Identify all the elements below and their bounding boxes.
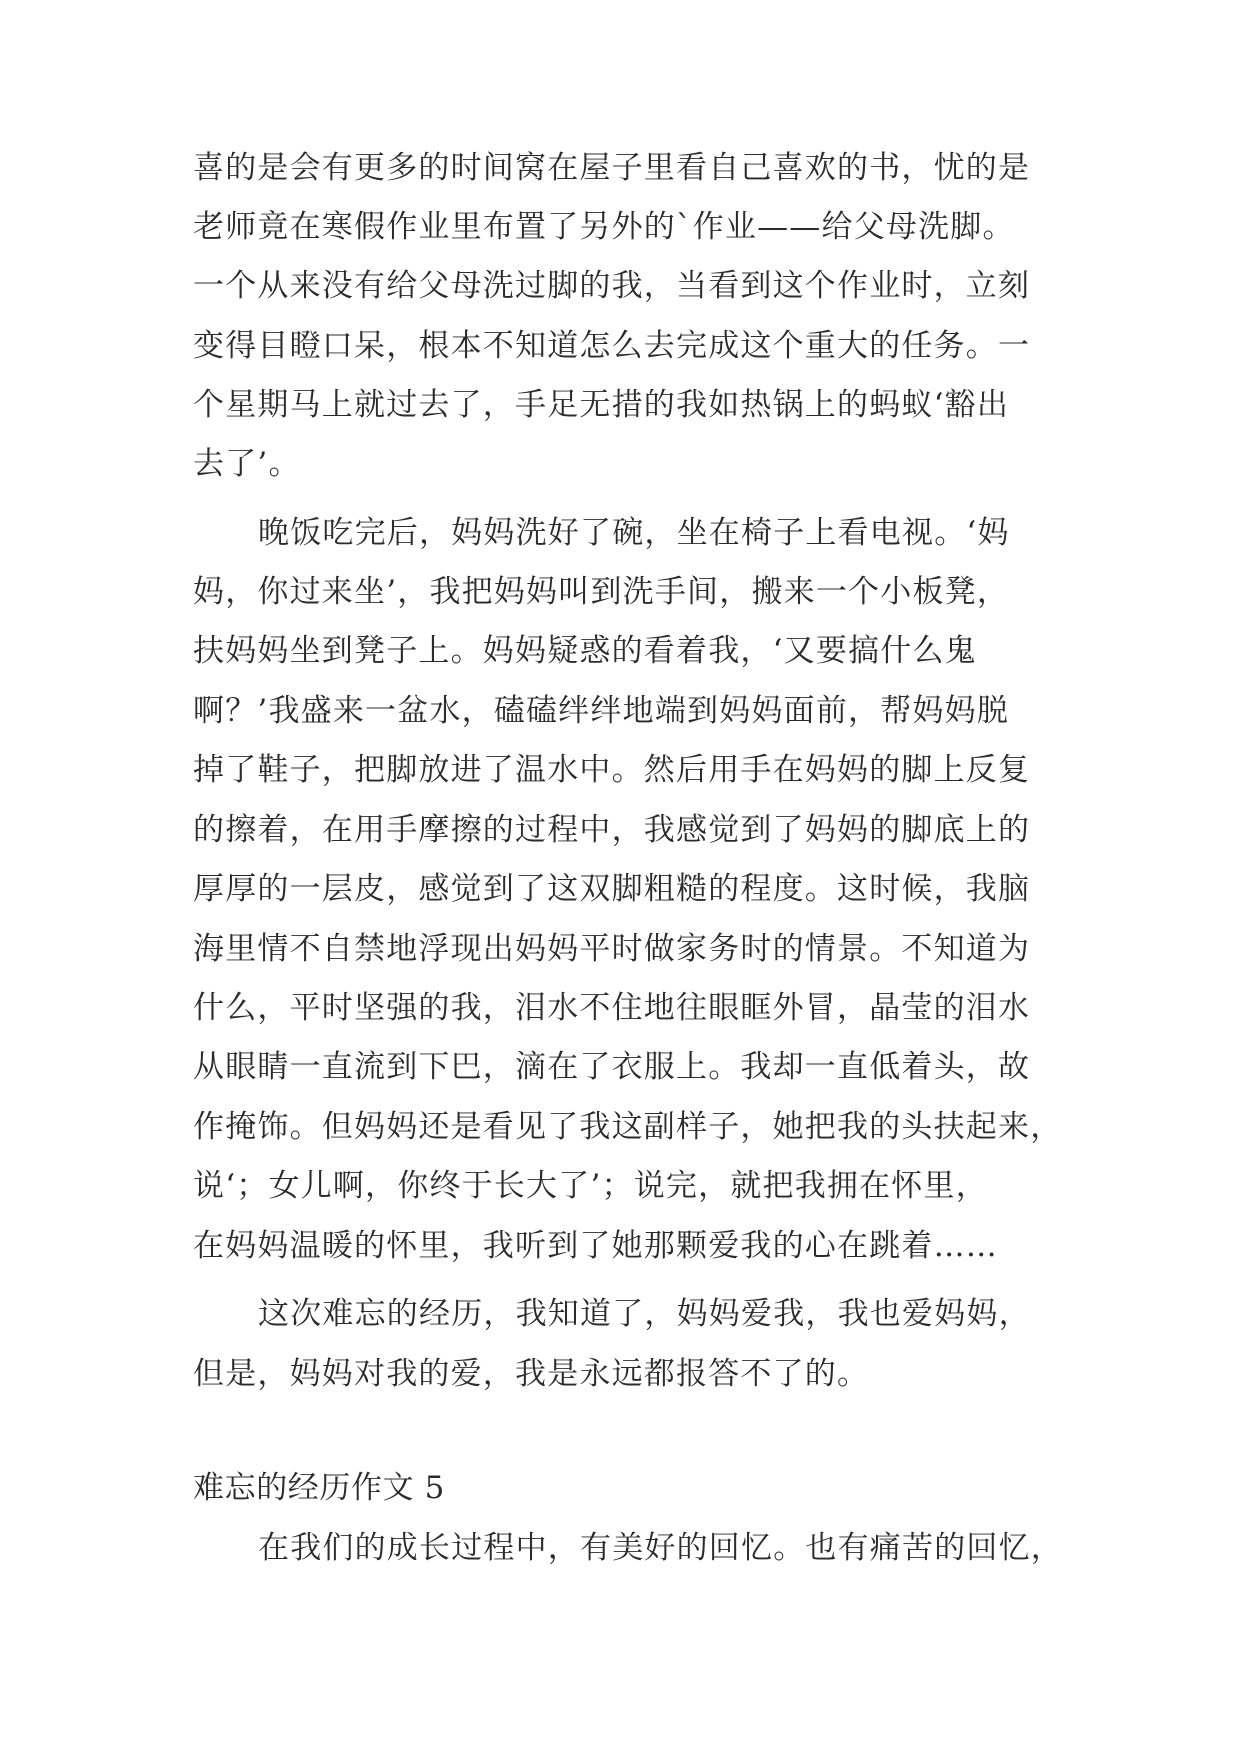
text-line: 去了’。 xyxy=(193,446,301,482)
text-line: 作掩饰。但妈妈还是看见了我这副样子，她把我的头扶起来， xyxy=(193,1109,1063,1145)
text-line: 的擦着，在用手摩擦的过程中，我感觉到了妈妈的脚底上的 xyxy=(193,812,1031,848)
text-line: 从眼睛一直流到下巴，滴在了衣服上。我却一直低着头，故 xyxy=(193,1049,1031,1085)
paragraph-first-line: 在我们的成长过程中，有美好的回忆。也有痛苦的回忆， xyxy=(258,1530,1063,1566)
section-heading: 难忘的经历作文 5 xyxy=(193,1470,445,1506)
text-line: 一个从来没有给父母洗过脚的我，当看到这个作业时，立刻 xyxy=(193,268,1031,304)
text-line: 个星期马上就过去了，手足无措的我如热锅上的蚂蚁‘豁出 xyxy=(193,387,1010,423)
text-line: 妈，你过来坐’，我把妈妈叫到洗手间，搬来一个小板凳， xyxy=(193,574,1010,610)
text-line: 海里情不自禁地浮现出妈妈平时做家务时的情景。不知道为 xyxy=(193,931,1031,967)
text-line: 喜的是会有更多的时间窝在屋子里看自己喜欢的书，忧的是 xyxy=(193,150,1031,186)
text-line: 在妈妈温暖的怀里，我听到了她那颗爱我的心在跳着…… xyxy=(193,1228,998,1264)
text-line: 掉了鞋子，把脚放进了温水中。然后用手在妈妈的脚上反复 xyxy=(193,752,1031,788)
text-line: 啊？’我盛来一盆水，磕磕绊绊地端到妈妈面前，帮妈妈脱 xyxy=(193,693,1010,729)
text-line: 变得目瞪口呆，根本不知道怎么去完成这个重大的任务。一 xyxy=(193,328,1031,364)
paragraph-first-line: 晚饭吃完后，妈妈洗好了碗，坐在椅子上看电视。‘妈 xyxy=(258,515,1010,551)
text-line: 老师竟在寒假作业里布置了另外的`作业——给父母洗脚。 xyxy=(193,209,1015,245)
text-line: 扶妈妈坐到凳子上。妈妈疑惑的看着我，‘又要搞什么鬼 xyxy=(193,633,977,669)
text-line: 什么，平时坚强的我，泪水不住地往眼眶外冒，晶莹的泪水 xyxy=(193,990,1031,1026)
text-line: 厚厚的一层皮，感觉到了这双脚粗糙的程度。这时候，我脑 xyxy=(193,871,1031,907)
text-line: 说‘；女儿啊，你终于长大了’；说完，就把我拥在怀里， xyxy=(193,1168,988,1204)
paragraph-first-line: 这次难忘的经历，我知道了，妈妈爱我，我也爱妈妈， xyxy=(258,1296,1031,1332)
text-line: 但是，妈妈对我的爱，我是永远都报答不了的。 xyxy=(193,1356,870,1392)
